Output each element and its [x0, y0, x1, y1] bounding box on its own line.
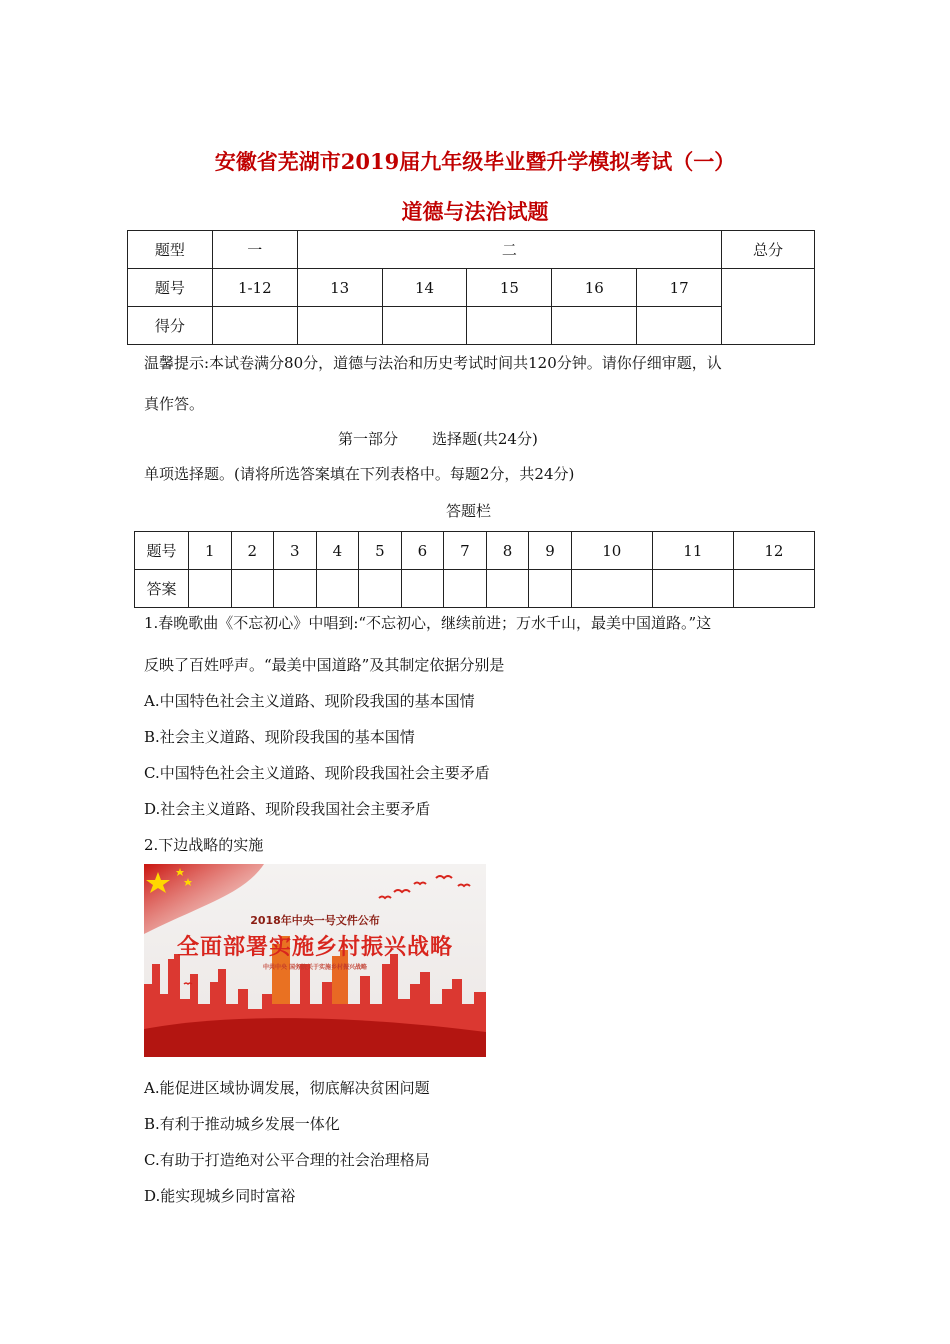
- q1-stem: 1.春晚歌曲《不忘初心》中唱到:“不忘初心，继续前进；万水千山，最美中国道路。”这: [144, 614, 712, 632]
- tip-line: 真作答。: [144, 395, 205, 413]
- answer-number: 6: [401, 532, 444, 570]
- table-row: [128, 231, 815, 269]
- q1-option-c: C.中国特色社会主义道路、现阶段我国社会主要矛盾: [144, 764, 490, 782]
- q1-option-b: B.社会主义道路、现阶段我国的基本国情: [144, 728, 415, 746]
- answer-number: 11: [652, 532, 733, 570]
- answer-number: 4: [316, 532, 359, 570]
- part-heading-a: 第一部分: [338, 430, 399, 448]
- answer-cell[interactable]: [274, 570, 317, 608]
- answer-cell[interactable]: [231, 570, 274, 608]
- instruction: 单项选择题。(请将所选答案填在下列表格中。每题2分，共24分): [144, 465, 575, 483]
- tip-line: 温馨提示:本试卷满分80分，道德与法治和历史考试时间共120分钟。请你仔细审题，认: [144, 354, 722, 372]
- answer-number: 3: [274, 532, 317, 570]
- table-row: [135, 570, 815, 608]
- answer-cell[interactable]: [571, 570, 652, 608]
- score-cell: 一: [212, 231, 297, 269]
- answer-cell[interactable]: [529, 570, 572, 608]
- table-row: [135, 532, 815, 570]
- answer-number: 10: [571, 532, 652, 570]
- answer-cell[interactable]: [359, 570, 402, 608]
- rural-revitalization-banner: [144, 864, 486, 1057]
- score-table: [127, 230, 815, 345]
- q2-option-c: C.有助于打造绝对公平合理的社会治理格局: [144, 1151, 430, 1169]
- q1-stem: 反映了百姓呼声。“最美中国道路”及其制定依据分别是: [144, 656, 505, 674]
- answer-number: 1: [189, 532, 232, 570]
- answer-number: 7: [444, 532, 487, 570]
- part-heading: [338, 428, 538, 449]
- bird-icon: [458, 885, 470, 887]
- answer-cell[interactable]: [486, 570, 529, 608]
- score-entry-cell[interactable]: [467, 307, 552, 345]
- banner-subtitle: 中共中央 国务院关于实施乡村振兴战略: [262, 964, 368, 971]
- q1-option-d: D.社会主义道路、现阶段我国社会主要矛盾: [144, 800, 431, 818]
- score-cell: 题号: [128, 269, 213, 307]
- score-cell: 17: [637, 269, 722, 307]
- score-cell: 14: [382, 269, 467, 307]
- score-entry-cell[interactable]: [552, 307, 637, 345]
- answer-cell[interactable]: [444, 570, 487, 608]
- bird-icon: [414, 883, 426, 885]
- answer-number: 12: [733, 532, 814, 570]
- score-entry-cell[interactable]: [212, 307, 297, 345]
- answer-number: 9: [529, 532, 572, 570]
- answer-cell[interactable]: [316, 570, 359, 608]
- bird-icon: [379, 897, 391, 899]
- answer-caption: 答题栏: [446, 502, 492, 520]
- answer-number: 2: [231, 532, 274, 570]
- score-cell: 二: [297, 231, 721, 269]
- q1-option-a: A.中国特色社会主义道路、现阶段我国的基本国情: [144, 692, 475, 710]
- q2-option-b: B.有利于推动城乡发展一体化: [144, 1115, 340, 1133]
- banner-big-title: 全面部署实施乡村振兴战略: [176, 935, 453, 960]
- table-row: [128, 269, 815, 307]
- answer-row-label: 题号: [135, 532, 189, 570]
- score-cell: 总分: [722, 231, 815, 269]
- score-entry-cell[interactable]: [297, 307, 382, 345]
- answer-cell[interactable]: [401, 570, 444, 608]
- answer-table: [134, 531, 815, 608]
- score-cell: 16: [552, 269, 637, 307]
- score-cell: 1-12: [212, 269, 297, 307]
- subject-title: 道德与法治试题: [401, 199, 549, 224]
- total-score-cell[interactable]: [722, 269, 815, 345]
- answer-number: 8: [486, 532, 529, 570]
- answer-row-label: 答案: [135, 570, 189, 608]
- answer-cell[interactable]: [733, 570, 814, 608]
- part-heading-b: 选择题(共24分): [432, 430, 538, 448]
- score-cell: 题型: [128, 231, 213, 269]
- banner-small-title: 2018年中央一号文件公布: [250, 914, 380, 927]
- score-cell: 13: [297, 269, 382, 307]
- exam-title: 安徽省芜湖市2019届九年级毕业暨升学模拟考试（一）: [214, 149, 736, 174]
- score-entry-cell[interactable]: [637, 307, 722, 345]
- q2-stem: 2.下边战略的实施: [144, 836, 264, 854]
- score-entry-cell[interactable]: [382, 307, 467, 345]
- score-cell: 15: [467, 269, 552, 307]
- answer-cell[interactable]: [189, 570, 232, 608]
- score-cell: 得分: [128, 307, 213, 345]
- answer-number: 5: [359, 532, 402, 570]
- table-row: [128, 307, 815, 345]
- q2-option-a: A.能促进区域协调发展，彻底解决贫困问题: [144, 1079, 430, 1097]
- answer-cell[interactable]: [652, 570, 733, 608]
- q2-option-d: D.能实现城乡同时富裕: [144, 1187, 296, 1205]
